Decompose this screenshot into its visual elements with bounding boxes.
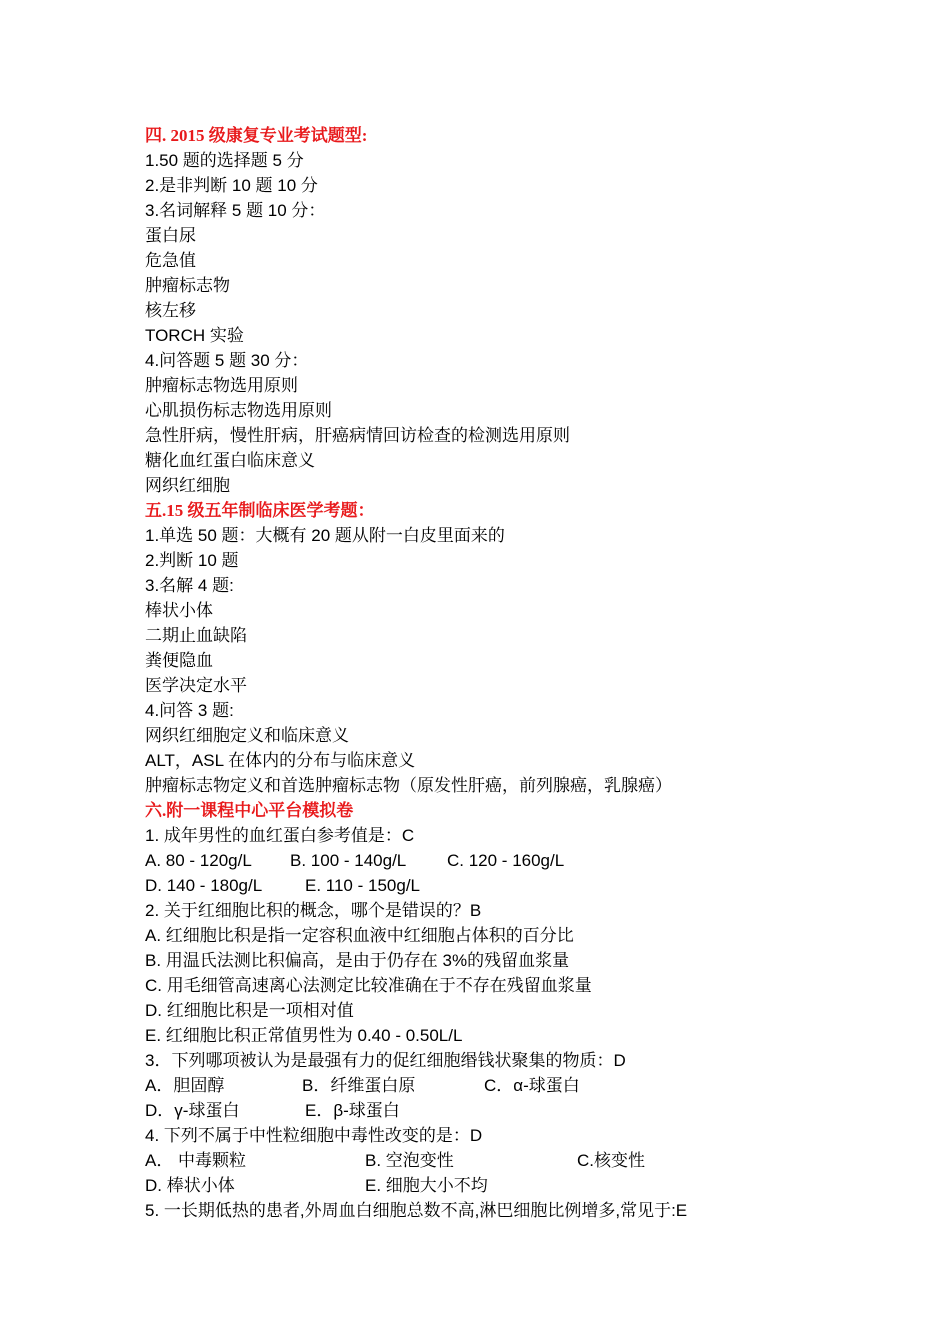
- text-line: 4.问答题 5 题 30 分：: [145, 351, 309, 370]
- option-d: D. 140 - 180g/L: [145, 876, 263, 895]
- text-line: 肿瘤标志物选用原则: [145, 376, 298, 395]
- option-b: B. 100 - 140g/L: [290, 851, 407, 870]
- option-d: D．γ-球蛋白: [145, 1101, 240, 1120]
- text-line: 4.问答 3 题:: [145, 701, 234, 720]
- option-e: E. 110 - 150g/L: [305, 876, 420, 895]
- question-1: 1. 成年男性的血红蛋白参考值是：C: [145, 826, 415, 845]
- text-line: 网织红细胞: [145, 476, 230, 495]
- section-4-heading: 四. 2015 级康复专业考试题型:: [145, 126, 368, 145]
- text-line: 核左移: [145, 301, 196, 320]
- option-e: E. 红细胞比积正常值男性为 0.40 - 0.50L/L: [145, 1026, 463, 1045]
- text-line: 糖化血红蛋白临床意义: [145, 451, 315, 470]
- text-line: 3.名词解释 5 题 10 分：: [145, 201, 326, 220]
- option-a: A． 中毒颗粒: [145, 1151, 247, 1170]
- question-1-options-row-2: [145, 873, 935, 898]
- text-line: 棒状小体: [145, 601, 213, 620]
- option-c: C. 120 - 160g/L: [447, 851, 565, 870]
- question-3-options-row-2: [145, 1098, 935, 1123]
- text-line: 1.50 题的选择题 5 分: [145, 151, 304, 170]
- text-line: 蛋白尿: [145, 226, 196, 245]
- section-5-content: [145, 523, 935, 798]
- text-line: 医学决定水平: [145, 676, 247, 695]
- text-line: 2.是非判断 10 题 10 分: [145, 176, 318, 195]
- text-line: TORCH 实验: [145, 326, 244, 345]
- option-b: B．纤维蛋白原: [302, 1076, 416, 1095]
- question-4-options-row-2: [145, 1173, 935, 1198]
- question-1-options-row-1: [145, 848, 935, 873]
- text-line: 网织红细胞定义和临床意义: [145, 726, 349, 745]
- option-a: A. 80 - 120g/L: [145, 851, 252, 870]
- section-6-content: [145, 823, 935, 1223]
- option-c: C．α-球蛋白: [484, 1076, 580, 1095]
- text-line: 肿瘤标志物: [145, 276, 230, 295]
- option-c: C. 用毛细管高速离心法测定比较准确在于不存在残留血浆量: [145, 976, 592, 995]
- text-line: 2.判断 10 题: [145, 551, 239, 570]
- text-line: 危急值: [145, 251, 196, 270]
- text-line: 心肌损伤标志物选用原则: [145, 401, 332, 420]
- option-e: E. 细胞大小不均: [365, 1176, 488, 1195]
- question-4-options-row-1: [145, 1148, 935, 1173]
- section-5-heading: 五.15 级五年制临床医学考题：: [145, 501, 375, 520]
- text-line: 二期止血缺陷: [145, 626, 247, 645]
- option-e: E．β-球蛋白: [305, 1101, 400, 1120]
- option-a: A．胆固醇: [145, 1076, 225, 1095]
- question-3-options-row-1: [145, 1073, 935, 1098]
- text-line: 粪便隐血: [145, 651, 213, 670]
- option-b: B. 空泡变性: [365, 1151, 454, 1170]
- option-c: C.核变性: [577, 1151, 645, 1170]
- text-line: 1.单选 50 题：大概有 20 题从附一白皮里面来的: [145, 526, 505, 545]
- section-4-content: [145, 148, 935, 498]
- text-line: 3.名解 4 题:: [145, 576, 234, 595]
- text-line: 肿瘤标志物定义和首选肿瘤标志物（原发性肝癌，前列腺癌，乳腺癌）: [145, 776, 672, 795]
- question-4: 4. 下列不属于中性粒细胞中毒性改变的是：D: [145, 1126, 483, 1145]
- option-b: B. 用温氏法测比积偏高，是由于仍存在 3%的残留血浆量: [145, 951, 570, 970]
- question-2: 2. 关于红细胞比积的概念，哪个是错误的？B: [145, 901, 482, 920]
- text-line: 急性肝病，慢性肝病，肝癌病情回访检查的检测选用原则: [145, 426, 570, 445]
- option-a: A. 红细胞比积是指一定容积血液中红细胞占体积的百分比: [145, 926, 574, 945]
- text-line: ALT，ASL 在体内的分布与临床意义: [145, 751, 416, 770]
- section-6-heading: 六.附一课程中心平台模拟卷: [145, 801, 354, 820]
- document-page: [145, 123, 935, 1223]
- option-d: D. 红细胞比积是一项相对值: [145, 1001, 354, 1020]
- option-d: D. 棒状小体: [145, 1176, 235, 1195]
- question-5: 5. 一长期低热的患者,外周血白细胞总数不高,淋巴细胞比例增多,常见于:E: [145, 1201, 688, 1220]
- question-3: 3．下列哪项被认为是最强有力的促红细胞缗钱状聚集的物质：D: [145, 1051, 626, 1070]
